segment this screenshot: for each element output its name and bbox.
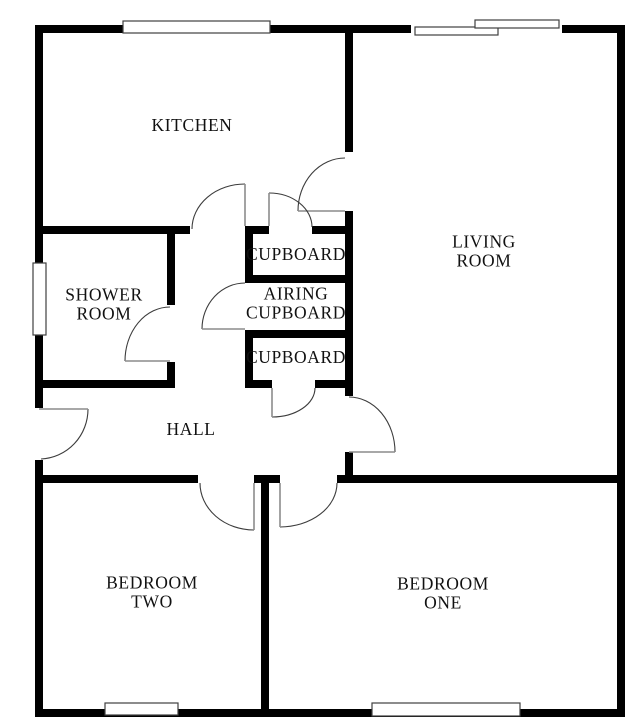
wall-outer-top-middle — [270, 25, 411, 33]
room-label-bedroom-two — [106, 573, 198, 612]
door-living-lower-swing-arc — [349, 397, 395, 452]
wall-outer-top-left — [35, 25, 123, 33]
room-label-line: TWO — [131, 591, 173, 612]
room-label-line: KITCHEN — [151, 115, 233, 135]
room-label-line: HALL — [166, 419, 216, 439]
walls-layer — [35, 25, 625, 717]
window-shower-room — [33, 263, 46, 335]
room-label-line: BEDROOM — [397, 573, 489, 594]
wall-shower-bottom — [35, 380, 175, 388]
door-kitchen-swing-arc — [192, 184, 245, 229]
room-label-shower-room — [65, 285, 143, 324]
room-label-cupboard-bottom — [246, 347, 346, 367]
wall-bedrooms-top-middle — [254, 475, 280, 483]
door-shower-room-swing-arc — [125, 307, 170, 361]
room-label-line: CUPBOARD — [245, 244, 347, 264]
wall-cupboard-bottom-left — [245, 380, 272, 388]
wall-bedrooms-top-right — [337, 475, 625, 483]
door-cupboard-top-swing-arc — [269, 193, 312, 227]
room-label-line: ROOM — [456, 250, 512, 271]
room-label-line: AIRING — [263, 283, 329, 304]
room-label-line: ROOM — [76, 303, 132, 324]
wall-outer-right — [617, 25, 625, 717]
wall-cupboard-divider-1 — [245, 275, 353, 283]
door-front-swing-arc — [41, 409, 88, 459]
door-bedroom-two-swing-arc — [200, 483, 254, 530]
wall-outer-left-middle — [35, 335, 43, 408]
room-label-hall — [166, 419, 215, 439]
room-label-airing-cupboard — [246, 284, 346, 323]
room-label-bedroom-one — [397, 574, 489, 613]
window-living-upper — [475, 20, 559, 28]
door-cupboard-bottom-swing-arc — [272, 388, 315, 417]
wall-cupboard-divider-2 — [245, 330, 353, 338]
room-label-line: ONE — [424, 592, 462, 613]
wall-cupboard-top-right — [312, 226, 353, 234]
wall-cupboard-bottom-right — [315, 380, 353, 388]
door-airing-cupboard-swing-arc — [202, 283, 245, 329]
room-label-kitchen — [152, 115, 233, 135]
room-label-cupboard-top — [246, 244, 346, 264]
window-bedroom-two — [105, 703, 178, 715]
room-label-living-room — [452, 232, 516, 271]
door-living-upper-swing-arc — [298, 158, 345, 211]
wall-living-left-middle — [345, 211, 353, 396]
wall-kitchen-bottom — [35, 226, 190, 234]
room-label-line: BEDROOM — [106, 572, 198, 593]
wall-outer-top-right — [562, 25, 625, 33]
room-label-line: CUPBOARD — [245, 347, 347, 367]
wall-outer-left-lower — [35, 460, 43, 717]
window-kitchen — [123, 21, 270, 33]
wall-bedrooms-top-left — [35, 475, 198, 483]
wall-bedroom-divider — [261, 483, 269, 709]
door-bedroom-one-swing-arc — [280, 483, 337, 527]
doors-layer — [39, 158, 395, 530]
window-bedroom-one — [372, 703, 520, 716]
windows-layer — [33, 20, 559, 716]
wall-shower-right-upper — [167, 226, 175, 305]
labels-layer — [65, 115, 516, 613]
room-label-line: SHOWER — [65, 284, 143, 305]
room-label-line: CUPBOARD — [245, 302, 347, 323]
room-label-line: LIVING — [452, 231, 516, 252]
wall-kitchen-living-divider — [345, 25, 353, 152]
